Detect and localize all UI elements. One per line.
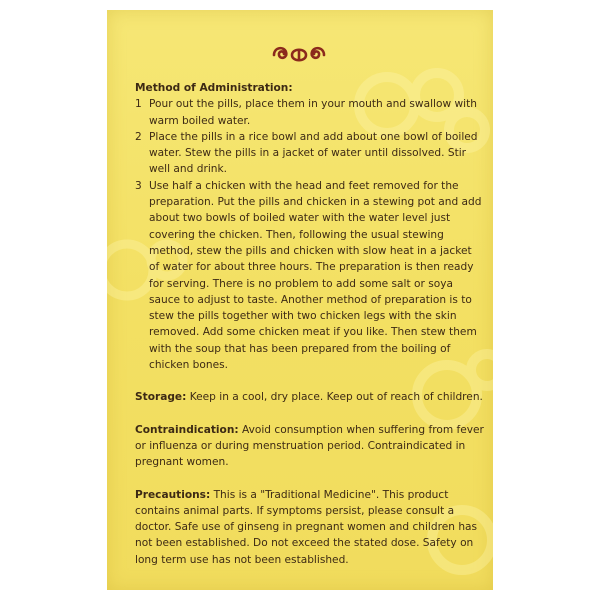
- item-text: Use half a chicken with the head and feet removed for the preparation. Put the pills and chicken in a stewing pot and add about two bowls of boiled water with the water level just covering the chicken. Then, following the usual stewing method, stew the pills and chicken with slow heat in a jacket of water for about three hours. The preparation is then ready for serving. There is no problem to add some salt or soya sauce to adjust to taste. Another method of preparation is to stew the pills together with two chicken legs with the skin removed. Add some chicken meat if you like. Then stew them with the soup that has been prepared from the boiling of chicken bones.: [149, 179, 482, 372]
- precautions-label: Precautions:: [135, 488, 211, 501]
- contraindication-label: Contraindication:: [135, 423, 239, 436]
- storage-paragraph: [135, 389, 485, 405]
- list-item: [135, 96, 485, 129]
- storage-text: Keep in a cool, dry place. Keep out of reach of children.: [186, 391, 483, 404]
- list-item: [135, 178, 485, 374]
- administration-list: [135, 96, 485, 373]
- storage-label: Storage:: [135, 391, 187, 404]
- item-number: 2: [135, 130, 142, 143]
- item-number: 1: [135, 98, 142, 111]
- item-number: 3: [135, 179, 142, 192]
- item-text: Place the pills in a rice bowl and add about one bowl of boiled water. Stew the pills in a jacket of water until dissolved. Stir well and drink.: [149, 130, 478, 176]
- list-item: [135, 129, 485, 178]
- item-text: Pour out the pills, place them in your mouth and swallow with warm boiled water.: [149, 98, 477, 127]
- contraindication-text: Avoid consumption when suffering from fever or influenza or during menstruation period. Contraindicated in pregnant women.: [135, 423, 484, 469]
- ornament-icon: [270, 42, 328, 68]
- precautions-text: This is a "Traditional Medicine". This product contains animal parts. If symptoms persist, please consult a doctor. Safe use of ginseng in pregnant women and children has not been established. Do not exceed the stated dose. Safety on long term use has not been established.: [135, 488, 478, 566]
- leaflet-text: [135, 80, 485, 568]
- administration-heading: Method of Administration:: [135, 82, 293, 94]
- contraindication-paragraph: [135, 422, 485, 471]
- leaflet-page: [107, 10, 493, 590]
- precautions-paragraph: [135, 487, 485, 568]
